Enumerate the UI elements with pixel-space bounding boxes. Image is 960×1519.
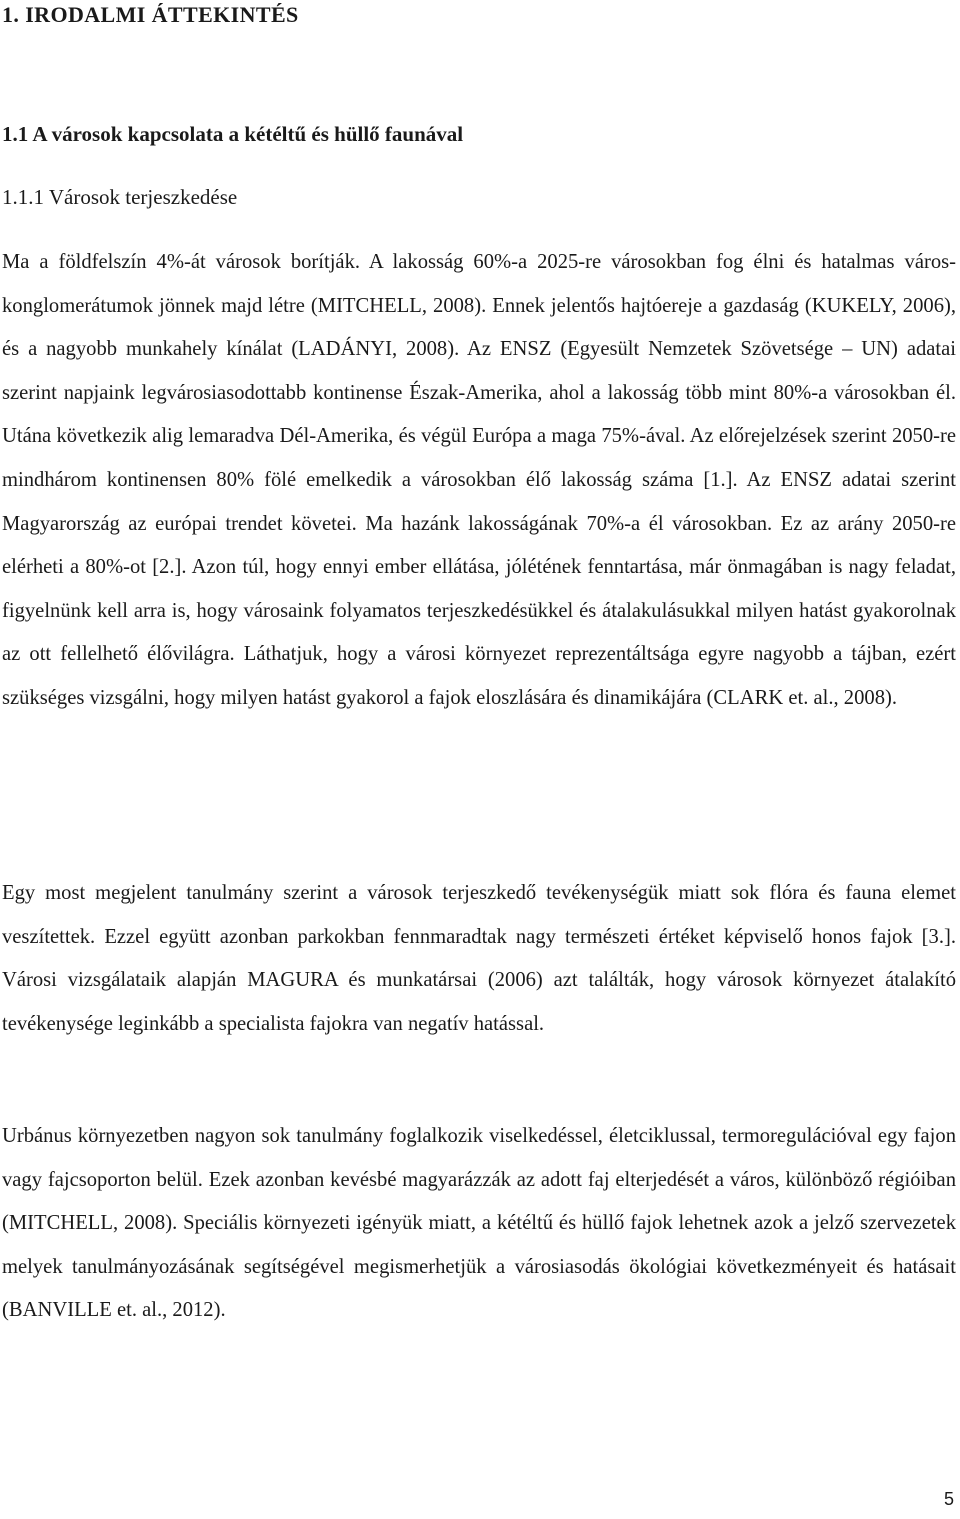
paragraph-flora-fauna-loss: Egy most megjelent tanulmány szerint a városok terjeszkedő tevékenységük miatt sok flóra és fauna elemet veszítettek. Ezzel együtt azonban parkokban fennmaradtak nagy természeti értéket képviselő honos fajok [3.]. Városi vizsgálataik alapján MAGURA és munkatársai (2006) azt találták, hogy városok környezet átalakító tevékenysége leginkább a specialista fajokra van negatív hatással. [2, 882, 956, 1035]
subsection-title: 1.1.1 Városok terjeszkedése [2, 185, 238, 209]
chapter-title: 1. IRODALMI ÁTTEKINTÉS [2, 2, 299, 27]
paragraph-urbanization-statistics: Ma a földfelszín 4%-át városok borítják. A lakosság 60%-a 2025-re városokban fog élni és hatalmas város-konglomerátumok jönnek majd létre (MITCHELL, 2008). Ennek jelentős hajtóereje a gazdaság (KUKELY, 2006), és a nagyobb munkahely kínálat (LADÁNYI, 2008). Az ENSZ (Egyesült Nemzetek Szövetsége – UN) adatai szerint napjaink legvárosiasodottabb kontinense Észak-Amerika, ahol a lakosság több mint 80%-a városokban él. Utána következik alig lemaradva Dél-Amerika, és végül Európa a maga 75%-ával. Az előrejelzések szerint 2050-re mindhárom kontinensen 80% fölé emelkedik a városokban élő lakosság száma [1.]. Az ENSZ adatai szerint Magyarország az európai trendet követei. Ma hazánk lakosságának 70%-a él városokban. Ez az arány 2050-re elérheti a 80%-ot [2.]. Azon túl, hogy ennyi ember ellátása, jólétének fenntartása, már önmagában is nagy feladat, figyelnünk kell arra is, hogy városaink folyamatos terjeszkedésükkel és átalakulásukkal milyen hatást gyakorolnak az ott fellelhető élővilágra. Láthatjuk, hogy a városi környezet reprezentáltsága egyre nagyobb a tájban, ezért szükséges vizsgálni, hogy milyen hatást gyakorol a fajok eloszlására és dinamikájára (CLARK et. al., 2008). [2, 251, 956, 709]
section-title: 1.1 A városok kapcsolata a kétéltű és hüllő faunával [2, 122, 464, 146]
page-number: 5 [943, 1489, 954, 1509]
paragraph-urban-herpetofauna: Urbánus környezetben nagyon sok tanulmány foglalkozik viselkedéssel, életciklussal, termoregulációval egy fajon vagy fajcsoporton belül. Ezek azonban kevésbé magyarázzák az adott faj elterjedését a város, különböző régióiban (MITCHELL, 2008). Speciális környezeti igényük miatt, a kétéltű és hüllő fajok lehetnek azok a jelző szervezetek melyek tanulmányozásának segítségével megismerhetjük a városiasodás ökológiai következményeit és hatásait (BANVILLE et. al., 2012). [2, 1125, 956, 1322]
